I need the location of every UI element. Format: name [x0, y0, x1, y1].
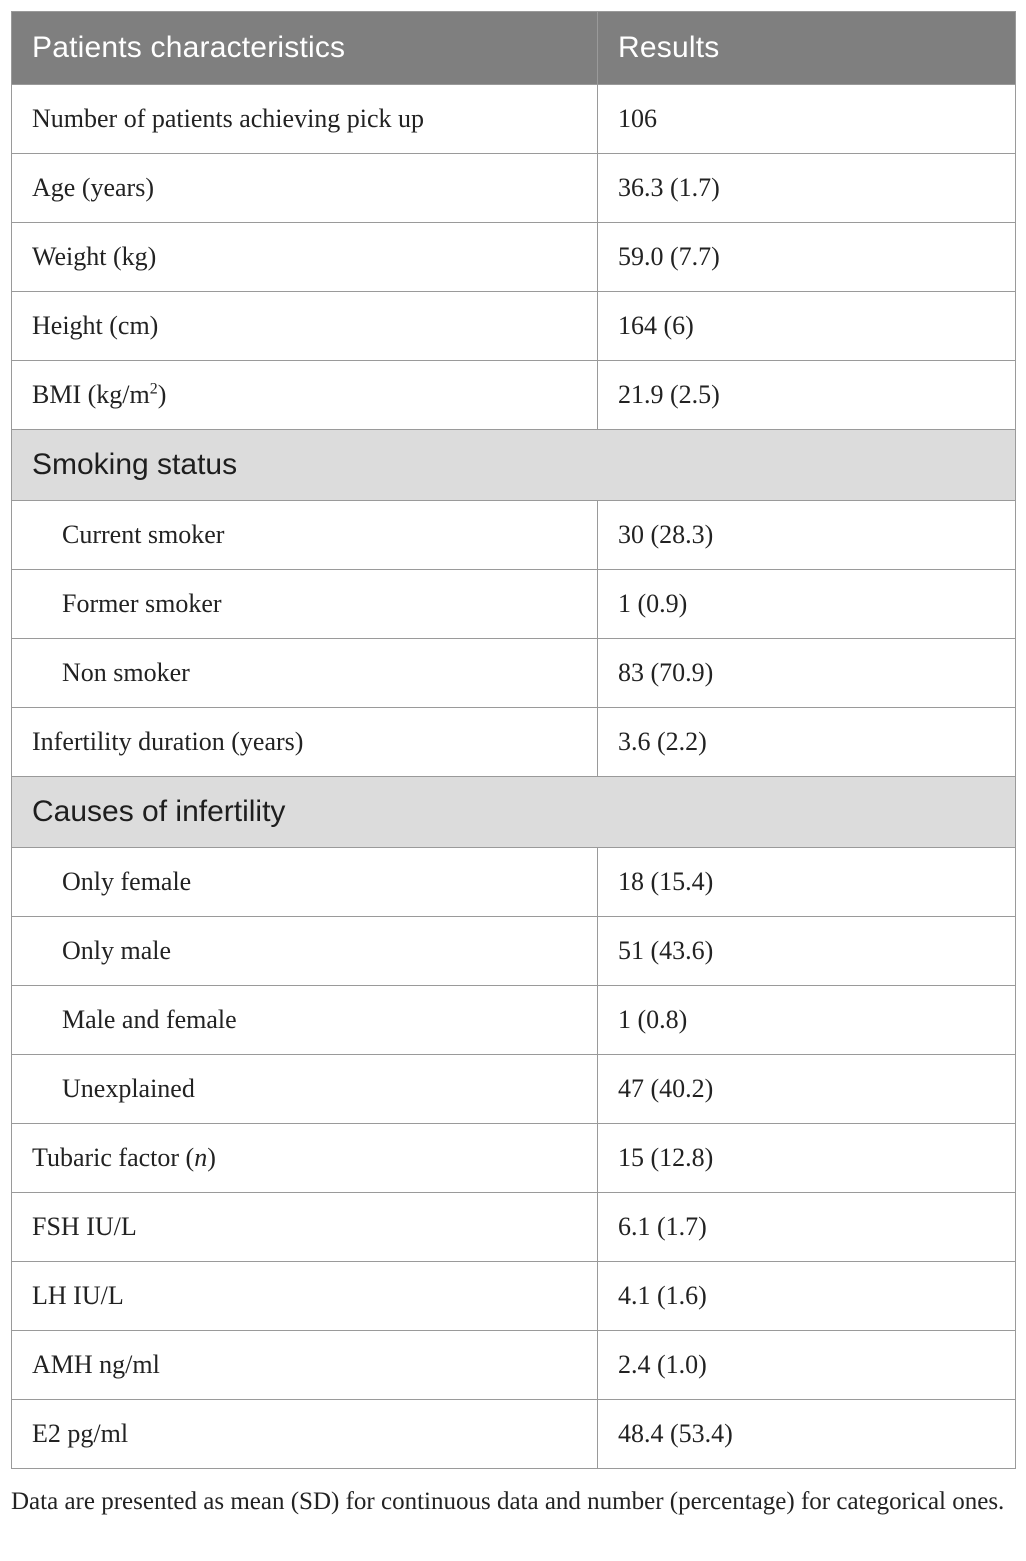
row-label: Number of patients achieving pick up [12, 85, 598, 154]
table-footnote: Data are presented as mean (SD) for continuous data and number (percentage) for categorical ones. [11, 1488, 1005, 1515]
row-label: Weight (kg) [12, 223, 598, 292]
table-row [12, 570, 1016, 639]
row-label-tubaric [12, 1124, 598, 1193]
row-value: 15 (12.8) [598, 1124, 1016, 1193]
table-row [12, 708, 1016, 777]
row-value: 59.0 (7.7) [598, 223, 1016, 292]
table-row [12, 85, 1016, 154]
table-row [12, 1262, 1016, 1331]
row-value: 3.6 (2.2) [598, 708, 1016, 777]
patient-characteristics-table [11, 11, 1016, 1469]
table-row [12, 1400, 1016, 1469]
header-results: Results [598, 12, 1016, 85]
table-row [12, 986, 1016, 1055]
tubaric-label-prefix: Tubaric factor ( [32, 1143, 195, 1172]
row-value: 30 (28.3) [598, 501, 1016, 570]
row-label: Non smoker [12, 639, 598, 708]
row-label: FSH IU/L [12, 1193, 598, 1262]
section-row-causes [12, 777, 1016, 848]
table-row [12, 1055, 1016, 1124]
section-title: Causes of infertility [12, 777, 1016, 848]
tubaric-label-italic: n [194, 1143, 208, 1172]
table-header-row [12, 12, 1016, 85]
bmi-label-suffix: ) [157, 380, 167, 409]
row-label: Height (cm) [12, 292, 598, 361]
row-label: Male and female [12, 986, 598, 1055]
tubaric-label-suffix: ) [207, 1143, 216, 1172]
row-value: 164 (6) [598, 292, 1016, 361]
row-value: 1 (0.8) [598, 986, 1016, 1055]
table-row [12, 1124, 1016, 1193]
table-row [12, 848, 1016, 917]
table-row [12, 1331, 1016, 1400]
row-value: 48.4 (53.4) [598, 1400, 1016, 1469]
table-row [12, 1193, 1016, 1262]
bmi-label-prefix: BMI (kg/m [32, 380, 150, 409]
row-label: AMH ng/ml [12, 1331, 598, 1400]
row-value: 2.4 (1.0) [598, 1331, 1016, 1400]
row-label: Only male [12, 917, 598, 986]
table-row [12, 361, 1016, 430]
row-label: Age (years) [12, 154, 598, 223]
row-value: 1 (0.9) [598, 570, 1016, 639]
row-label: Infertility duration (years) [12, 708, 598, 777]
table-row [12, 639, 1016, 708]
section-title: Smoking status [12, 430, 1016, 501]
table-row [12, 223, 1016, 292]
row-label: E2 pg/ml [12, 1400, 598, 1469]
row-label: LH IU/L [12, 1262, 598, 1331]
row-value: 51 (43.6) [598, 917, 1016, 986]
row-label: Former smoker [12, 570, 598, 639]
header-characteristics: Patients characteristics [12, 12, 598, 85]
table-row [12, 917, 1016, 986]
table-row [12, 501, 1016, 570]
table-row [12, 154, 1016, 223]
row-label: Current smoker [12, 501, 598, 570]
row-label: Unexplained [12, 1055, 598, 1124]
row-value: 36.3 (1.7) [598, 154, 1016, 223]
row-value: 83 (70.9) [598, 639, 1016, 708]
row-value: 106 [598, 85, 1016, 154]
row-value: 18 (15.4) [598, 848, 1016, 917]
row-value: 6.1 (1.7) [598, 1193, 1016, 1262]
row-label-bmi [12, 361, 598, 430]
bmi-label-superscript: 2 [149, 380, 158, 398]
row-label: Only female [12, 848, 598, 917]
row-value: 47 (40.2) [598, 1055, 1016, 1124]
section-row-smoking [12, 430, 1016, 501]
table-row [12, 292, 1016, 361]
row-value: 4.1 (1.6) [598, 1262, 1016, 1331]
row-value: 21.9 (2.5) [598, 361, 1016, 430]
